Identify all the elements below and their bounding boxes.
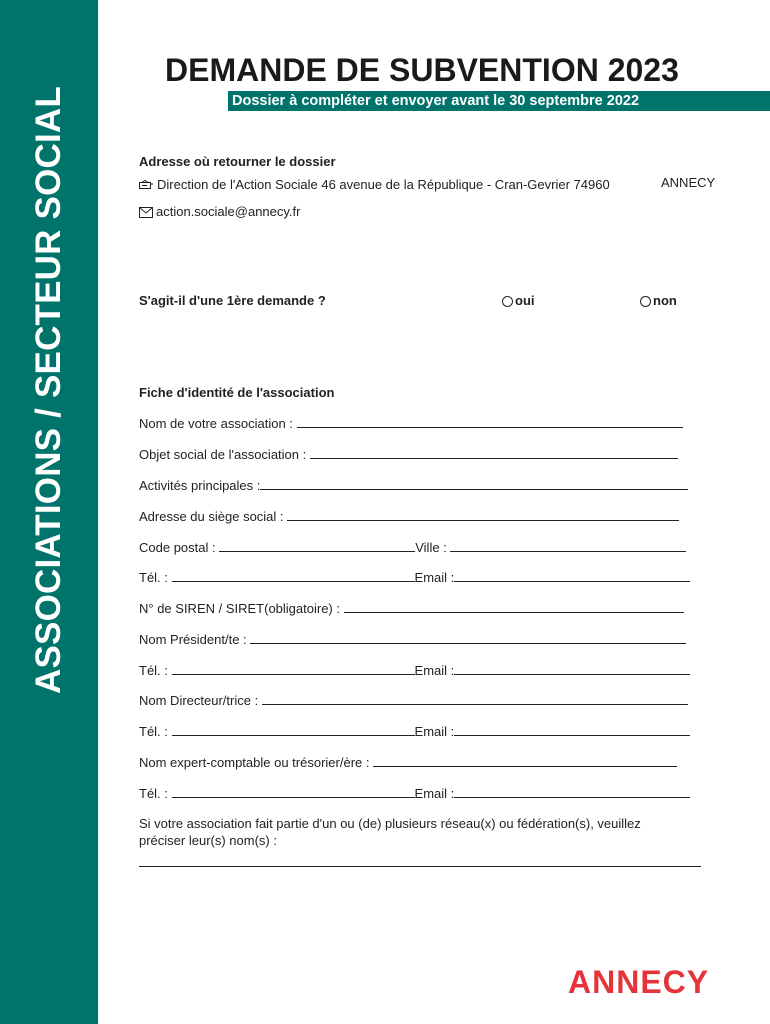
mailbox-icon xyxy=(139,179,154,194)
label-object: Objet social de l'association : xyxy=(139,447,307,462)
label-tel: Tél. : xyxy=(139,786,168,801)
input-association-name[interactable] xyxy=(297,416,683,428)
label-siren: N° de SIREN / SIRET(obligatoire) : xyxy=(139,601,340,616)
input-activities[interactable] xyxy=(260,478,688,490)
input-siren[interactable] xyxy=(344,601,684,613)
input-accountant[interactable] xyxy=(373,755,677,767)
input-object[interactable] xyxy=(310,447,678,459)
input-accountant-email[interactable] xyxy=(454,786,690,798)
first-request-question: S'agit-il d'une 1ère demande ? xyxy=(139,293,326,308)
input-postal[interactable] xyxy=(219,540,415,552)
input-city[interactable] xyxy=(450,540,686,552)
field-president xyxy=(139,632,686,647)
side-band xyxy=(0,0,98,1024)
field-association-name xyxy=(139,416,683,431)
label-email: Email : xyxy=(414,570,455,585)
input-director-tel[interactable] xyxy=(172,724,415,736)
input-director[interactable] xyxy=(262,693,688,705)
label-email: Email : xyxy=(414,786,455,801)
address-line xyxy=(139,177,610,194)
input-director-email[interactable] xyxy=(454,724,690,736)
sector-title: ASSOCIATIONS / SECTEUR SOCIAL xyxy=(29,86,68,694)
field-postal-city xyxy=(139,540,686,555)
input-president-email[interactable] xyxy=(454,663,690,675)
input-tel[interactable] xyxy=(172,570,415,582)
option-non[interactable] xyxy=(640,293,677,308)
identity-heading: Fiche d'identité de l'association xyxy=(139,385,335,400)
field-director xyxy=(139,693,688,708)
label-director: Nom Directeur/trice : xyxy=(139,693,259,708)
address-heading: Adresse où retourner le dossier xyxy=(139,154,336,169)
network-question-line2: préciser leur(s) nom(s) : xyxy=(139,833,277,848)
input-email[interactable] xyxy=(454,570,690,582)
envelope-icon xyxy=(139,206,153,221)
label-email: Email : xyxy=(414,663,455,678)
input-seat-address[interactable] xyxy=(287,509,679,521)
option-oui-label: oui xyxy=(515,293,535,308)
field-director-tel-email xyxy=(139,724,690,739)
field-tel-email xyxy=(139,570,690,585)
field-activities xyxy=(139,478,688,493)
radio-non[interactable] xyxy=(640,296,651,307)
email-line xyxy=(139,204,300,221)
input-president[interactable] xyxy=(250,632,686,644)
option-oui[interactable] xyxy=(502,293,535,308)
label-activities: Activités principales : xyxy=(139,478,261,493)
label-tel: Tél. : xyxy=(139,570,168,585)
field-object xyxy=(139,447,678,462)
field-seat-address xyxy=(139,509,679,524)
input-president-tel[interactable] xyxy=(172,663,415,675)
label-president: Nom Président/te : xyxy=(139,632,247,647)
label-city: Ville : xyxy=(415,540,447,555)
address-city: ANNECY xyxy=(661,175,716,190)
label-tel: Tél. : xyxy=(139,663,168,678)
address-text: Direction de l'Action Sociale 46 avenue de la République - Cran-Gevrier 74960 xyxy=(157,177,610,192)
deadline-banner: Dossier à compléter et envoyer avant le 30 septembre 2022 xyxy=(228,91,770,111)
radio-oui[interactable] xyxy=(502,296,513,307)
label-accountant: Nom expert-comptable ou trésorier/ère : xyxy=(139,755,370,770)
network-question-line1: Si votre association fait partie d'un ou (de) plusieurs réseau(x) ou fédération(s), veuillez xyxy=(139,816,641,831)
field-accountant-tel-email xyxy=(139,786,690,801)
option-non-label: non xyxy=(653,293,677,308)
email-address[interactable]: action.sociale@annecy.fr xyxy=(156,204,301,219)
input-accountant-tel[interactable] xyxy=(172,786,415,798)
field-siren xyxy=(139,601,684,616)
field-accountant xyxy=(139,755,677,770)
label-postal: Code postal : xyxy=(139,540,216,555)
page-title: DEMANDE DE SUBVENTION 2023 xyxy=(165,52,679,88)
input-network-names[interactable] xyxy=(139,866,701,867)
label-seat-address: Adresse du siège social : xyxy=(139,509,284,524)
label-association-name: Nom de votre association : xyxy=(139,416,293,431)
label-email: Email : xyxy=(414,724,455,739)
annecy-logo: ANNECY xyxy=(568,964,710,1000)
field-president-tel-email xyxy=(139,663,690,678)
label-tel: Tél. : xyxy=(139,724,168,739)
